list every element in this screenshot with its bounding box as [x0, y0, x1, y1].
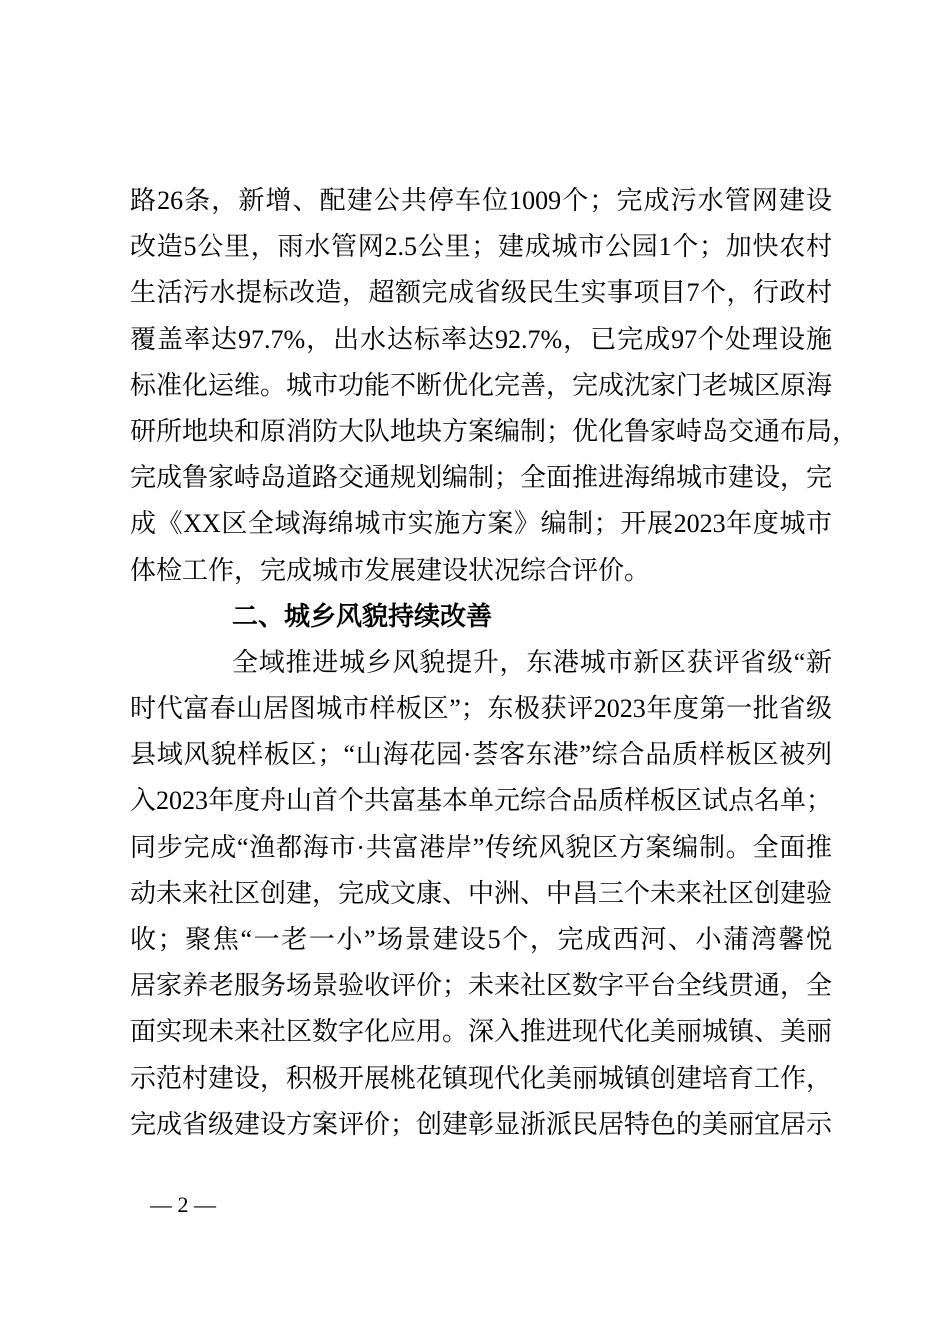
paragraph-1	[130, 178, 859, 594]
text-line: 覆盖率达97.7%，出水达标率达92.7%，已完成97个处理设施	[130, 324, 832, 354]
text-line: 居家养老服务场景验收评价；未来社区数字平台全线贯通，全	[130, 971, 833, 1001]
text-line: 改造5公里，雨水管网2.5公里；建成城市公园1个；加快农村	[130, 232, 832, 262]
text-line: 收；聚焦“一老一小”场景建设5个，完成西河、小蒲湾馨悦	[130, 925, 832, 954]
text-line: 路26条，新增、配建公共停车位1009个；完成污水管网建设	[130, 186, 832, 215]
text-line: 研所地块和原消防大队地块方案编制；优化鲁家峙岛交通布局，	[130, 416, 859, 446]
text-line: 示范村建设，积极开展桃花镇现代化美丽城镇创建培育工作，	[130, 1063, 833, 1093]
text-line: 县域风貌样板区；“山海花园·荟客东港”综合品质样板区被列	[130, 740, 832, 770]
text-line: 体检工作，完成城市发展建设状况综合评价。	[130, 555, 651, 585]
paragraph-2	[130, 640, 832, 1148]
text-line: 完成省级建设方案评价；创建彰显浙派民居特色的美丽宜居示	[130, 1109, 833, 1139]
page-number: — 2 —	[150, 1192, 216, 1217]
text-line: 生活污水提标改造，超额完成省级民生实事项目7个，行政村	[130, 278, 832, 308]
text-line: 全域推进城乡风貌提升，东港城市新区获评省级“新	[232, 647, 832, 677]
text-line: 同步完成“渔都海市·共富港岸”传统风貌区方案编制。全面推	[130, 832, 832, 862]
text-line: 动未来社区创建，完成文康、中洲、中昌三个未来社区创建验	[130, 878, 833, 908]
section-heading: 二、城乡风貌持续改善	[232, 601, 493, 631]
text-line: 标准化运维。城市功能不断优化完善，完成沈家门老城区原海	[130, 370, 833, 400]
document-body	[130, 178, 859, 1148]
text-line: 完成鲁家峙岛道路交通规划编制；全面推进海绵城市建设，完	[130, 463, 833, 493]
text-line: 入2023年度舟山首个共富基本单元综合品质样板区试点名单；	[130, 786, 833, 816]
text-line: 成《XX区全域海绵城市实施方案》编制；开展2023年度城市	[130, 509, 832, 539]
text-line: 面实现未来社区数字化应用。深入推进现代化美丽城镇、美丽	[130, 1017, 833, 1047]
text-line: 时代富春山居图城市样板区”；东极获评2023年度第一批省级	[130, 694, 832, 724]
